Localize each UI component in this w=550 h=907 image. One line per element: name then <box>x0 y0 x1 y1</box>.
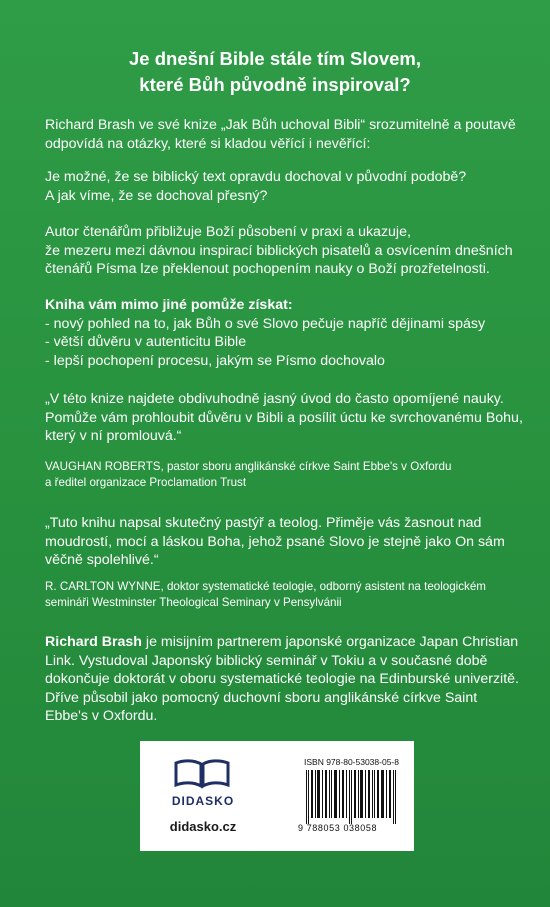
text-line: A jak víme, že se dochoval přesný? <box>45 187 268 204</box>
text-line: že mezeru mezi dávnou inspirací biblických pisatelů a osvícením dnešních <box>45 242 513 259</box>
publisher-url: didasko.cz <box>169 819 237 834</box>
publisher-name: DIDASKO <box>171 794 235 808</box>
publisher-barcode-panel <box>140 741 414 851</box>
benefit-item: - nový pohled na to, jak Bůh o své Slovo pečuje napříč dějinami spásy <box>45 315 486 332</box>
intro-paragraph <box>45 116 515 153</box>
text-line: čtenářů Písma lze překlenout pochopením nauky o Boží prozřetelnosti. <box>45 261 490 277</box>
author-bio <box>45 633 519 726</box>
text-line: Richard Brash ve své knize „Jak Bůh uchoval Bibli“ srozumitelně a poutavě <box>45 117 516 133</box>
quote-line: „Tuto knihu napsal skutečný pastýř a teolog. Přiměje vás žasnout nad <box>45 515 482 531</box>
headline-line: které Bůh původně inspiroval? <box>139 74 411 95</box>
quote-line: „V této knize najdete obdivuhodně jasný úvod do často opomíjené nauky. <box>45 391 504 407</box>
bio-line: Ebbe's v Oxfordu. <box>45 708 158 724</box>
attribution-line: a ředitel organizace Proclamation Trust <box>45 476 247 489</box>
quote-wynne-attribution <box>45 579 515 611</box>
attribution-line: VAUGHAN ROBERTS, pastor sboru anglikánské církve Saint Ebbe's v Oxfordu <box>45 460 452 473</box>
headline <box>0 46 550 98</box>
quote-line: Pomůže vám prohloubit důvěru v Bibli a posílit úctu ke svrchovanému Bohu, <box>45 409 523 426</box>
isbn-barcode <box>298 757 408 837</box>
barcode-bars <box>302 770 402 824</box>
quote-line: který v ní promlouvá.“ <box>45 428 182 444</box>
quote-line: moudrostí, mocí a láskou Boha, jehož psané Slovo je stejně jako On sám <box>45 533 505 550</box>
benefit-item: - lepší pochopení procesu, jakým se Písmo dochovalo <box>45 352 385 369</box>
attribution-line: semináři Westminster Theological Seminary v Pensylvánii <box>45 596 342 609</box>
headline-line: Je dnešní Bible stále tím Slovem, <box>129 48 421 69</box>
text-line: odpovídá na otázky, které si kladou věřící i nevěřící: <box>45 135 371 152</box>
author-approach-paragraph <box>45 223 515 279</box>
publisher-logo <box>158 759 248 845</box>
quote-roberts-attribution <box>45 459 515 491</box>
bio-line: dokončuje doktorát v oboru systematické teologie na Edinburské univerzitě. <box>45 671 519 687</box>
benefits-section <box>45 296 515 370</box>
questions-paragraph <box>45 168 515 205</box>
author-name: Richard Brash <box>45 634 142 650</box>
quote-line: věčně spolehlivé.“ <box>45 552 159 568</box>
isbn-label: ISBN 978-80-53038-05-8 <box>304 757 399 767</box>
attribution-line: R. CARLTON WYNNE, doktor systematické teologie, odborný asistent na teologickém <box>45 580 486 593</box>
ean-digits: 9 788053 038058 <box>298 823 378 833</box>
quote-wynne <box>45 514 515 570</box>
benefit-item: - větší důvěru v autenticitu Bible <box>45 334 247 350</box>
text-line: Je možné, že se biblický text opravdu dochoval v původní podobě? <box>45 169 467 185</box>
benefits-heading: Kniha vám mimo jiné pomůže získat: <box>45 297 293 313</box>
quote-roberts <box>45 390 523 446</box>
bio-line <box>45 633 519 652</box>
bio-line: Dříve působil jako pomocný duchovní sboru anglikánské církve Saint <box>45 689 478 706</box>
text-line: Autor čtenářům přibližuje Boží působení v praxi a ukazuje, <box>45 224 411 240</box>
bio-line: Link. Vystudoval Japonský biblický seminář v Tokiu a v současné době <box>45 652 488 669</box>
open-book-icon <box>174 759 230 789</box>
bio-text: je misijním partnerem japonské organizace Japan Christian <box>141 634 519 650</box>
